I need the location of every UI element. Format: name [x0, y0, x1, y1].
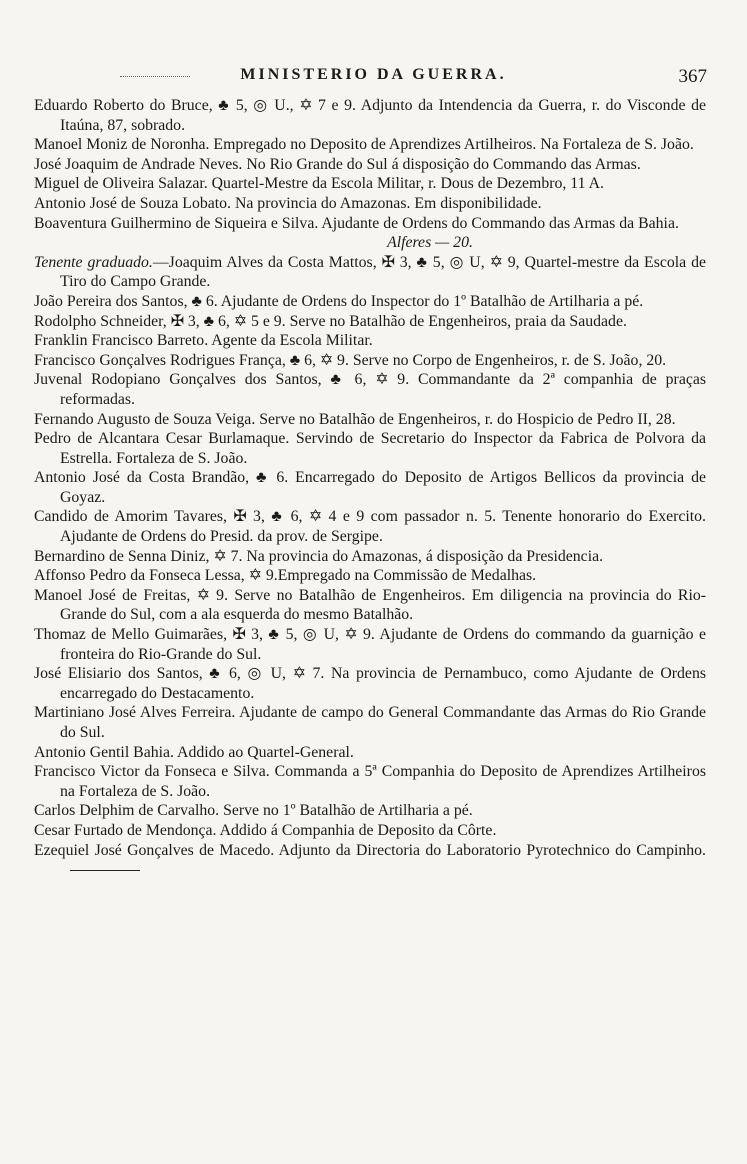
closing-rule	[70, 870, 140, 871]
roster-entry: Eduardo Roberto do Bruce, ♣ 5, ◎ U., ✡ 7 e 9. Adjunto da Intendencia da Guerra, r. do Visconde de Itaúna, 87, sobrado.	[34, 97, 706, 134]
roster-entry-last	[34, 841, 706, 880]
roster-entry: Bernardino de Senna Diniz, ✡ 7. Na provincia do Amazonas, á disposição da Presidencia.	[34, 547, 604, 565]
roster-entry: Antonio Gentil Bahia. Addido ao Quartel-General.	[34, 743, 354, 761]
roster-content	[34, 96, 706, 880]
rank-label: Tenente graduado.	[34, 253, 153, 271]
roster-entry-text: Ezequiel José Gonçalves de Macedo. Adjunto da Directoria do Laboratorio Pyrotechnico do Campinho.	[34, 841, 706, 859]
page-header	[0, 66, 747, 88]
roster-entry: Martiniano José Alves Ferreira. Ajudante de campo do General Commandante das Armas do Rio Grande do Sul.	[34, 704, 706, 741]
roster-entry: José Elisiario dos Santos, ♣ 6, ◎ U, ✡ 7. Na provincia de Pernambuco, como Ajudante de Ordens encarregado do Destacamento.	[34, 665, 706, 702]
roster-entry: Franklin Francisco Barreto. Agente da Escola Militar.	[34, 332, 373, 350]
roster-entry: Boaventura Guilhermino de Siqueira e Silva. Ajudante de Ordens do Commando das Armas da Bahia.	[34, 214, 679, 232]
page-title: MINISTERIO DA GUERRA.	[240, 66, 507, 83]
roster-entry: Francisco Victor da Fonseca e Silva. Commanda a 5ª Companhia do Deposito de Aprendizes Artilheiros na Fortaleza de S. João.	[34, 763, 706, 800]
roster-entry: Juvenal Rodopiano Gonçalves dos Santos, ♣ 6, ✡ 9. Commandante da 2ª companhia de praças reformadas.	[34, 371, 706, 408]
roster-entry: Manoel José de Freitas, ✡ 9. Serve no Batalhão de Engenheiros. Em diligencia na provincia do Rio-Grande do Sul, com a ala esquerda do mesmo Batalhão.	[34, 586, 706, 624]
roster-entry: Pedro de Alcantara Cesar Burlamaque. Servindo de Secretario do Inspector da Fabrica de Polvora da Estrella. Fortaleza de S. João.	[34, 430, 706, 467]
roster-entry: Manoel Moniz de Noronha. Empregado no Deposito de Aprendizes Artilheiros. Na Fortaleza de S. João.	[34, 136, 694, 154]
roster-entry: Antonio José de Souza Lobato. Na provincia do Amazonas. Em disponibilidade.	[34, 194, 542, 212]
roster-entry: Fernando Augusto de Souza Veiga. Serve no Batalhão de Engenheiros, r. do Hospicio de Pedro II, 28.	[34, 410, 676, 428]
roster-entry: Francisco Gonçalves Rodrigues França, ♣ 6, ✡ 9. Serve no Corpo de Engenheiros, r. de S. João, 20.	[34, 351, 667, 369]
section-heading-alferes: Alferes — 20.	[387, 234, 473, 252]
roster-entry: Carlos Delphim de Carvalho. Serve no 1º Batalhão de Artilharia a pé.	[34, 802, 473, 820]
roster-entry: Miguel de Oliveira Salazar. Quartel-Mestre da Escola Militar, r. Dous de Dezembro, 11 A.	[34, 175, 604, 193]
roster-entry: Thomaz de Mello Guimarães, ✠ 3, ♣ 5, ◎ U, ✡ 9. Ajudante de Ordens do commando da guarnição e fronteira do Rio-Grande do Sul.	[34, 626, 706, 663]
page-number: 367	[678, 66, 707, 87]
roster-entry: Antonio José da Costa Brandão, ♣ 6. Encarregado do Deposito de Artigos Bellicos da provincia de Goyaz.	[34, 469, 706, 506]
roster-entry: Rodolpho Schneider, ✠ 3, ♣ 6, ✡ 5 e 9. Serve no Batalhão de Engenheiros, praia da Saudade.	[34, 312, 627, 330]
roster-entry-tenente	[34, 253, 706, 292]
rank-entry-text: —Joaquim Alves da Costa Mattos, ✠ 3, ♣ 5, ◎ U, ✡ 9, Quartel-mestre da Escola de Tiro do Campo Grande.	[60, 253, 706, 291]
roster-entry: João Pereira dos Santos, ♣ 6. Ajudante de Ordens do Inspector do 1º Batalhão de Artilharia a pé.	[34, 292, 644, 310]
roster-entry: José Joaquim de Andrade Neves. No Rio Grande do Sul á disposição do Commando das Armas.	[34, 155, 641, 173]
roster-entry: Candido de Amorim Tavares, ✠ 3, ♣ 6, ✡ 4 e 9 com passador n. 5. Tenente honorario do Exercito. Ajudante de Ordens do Presid. da prov. de Sergipe.	[34, 508, 706, 546]
roster-entry: Cesar Furtado de Mendonça. Addido á Companhia de Deposito da Côrte.	[34, 821, 497, 839]
roster-entry: Affonso Pedro da Fonseca Lessa, ✡ 9.Empregado na Commissão de Medalhas.	[34, 567, 537, 585]
